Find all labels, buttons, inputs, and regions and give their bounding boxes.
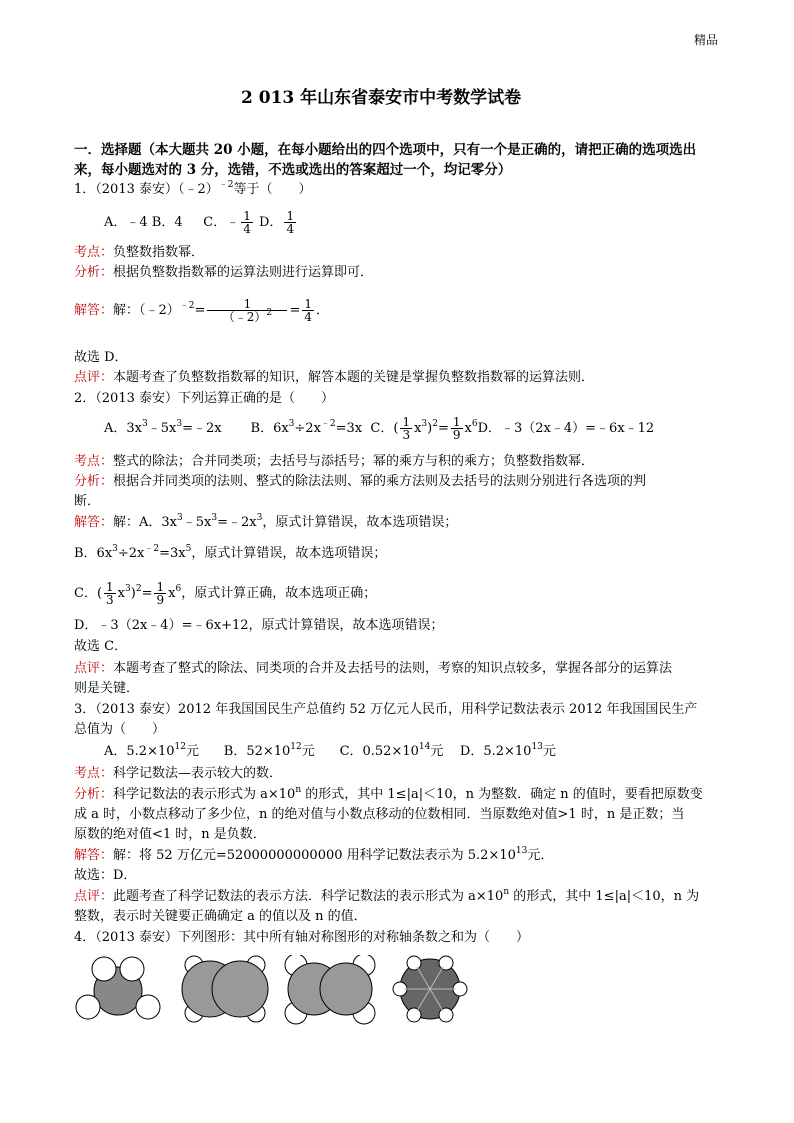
q4-figures bbox=[74, 955, 494, 1025]
q2-jieda-b: B．$6x^3\div 2x^{﹣2}=3x^5$，原式计算错误，故本选项错误； bbox=[74, 544, 387, 561]
q2-stem: 2．（2013 泰安）下列运算正确的是（ ） bbox=[74, 391, 334, 406]
q3-options: A．$5.2\times 10^{12}$元 B．$52\times 10^{12}$元 C．$0.52\times 10^{14}$元 D．$5.2\times 10^{13}$元 bbox=[104, 742, 556, 759]
q3-stem-line1: 3．（2013 泰安）2012 年我国国民生产总值约 52 万亿元人民币，用科学记数法表示 2012 年我国国民生产 bbox=[74, 702, 698, 717]
q2-jieda-d: D．﹣3（2x﹣4）=﹣6x+12，原式计算错误，故本选项错误； bbox=[74, 618, 444, 633]
q3-fenxi-line1: 分析：科学记数法的表示形式为 $a\times 10^n$ 的形式，其中 1≤|a|＜10，n 为整数．确定 n 的值时，要看把原数变 bbox=[74, 785, 703, 802]
q3-fenxi-line2: 成 a 时，小数点移动了多少位，n 的绝对值与小数点移动的位数相同．当原数绝对值>1 时，n 是正数；当 bbox=[74, 807, 685, 822]
q3-fenxi-line3: 原数的绝对值<1 时，n 是负数． bbox=[74, 827, 266, 842]
figure-1 bbox=[76, 957, 160, 1019]
q1-guxuan: 故选 D． bbox=[74, 350, 128, 365]
q3-dianping-line2: 整数，表示时关键要正确确定 a 的值以及 n 的值． bbox=[74, 909, 367, 924]
q3-kaodian: 考点：科学记数法—表示较大的数． bbox=[74, 766, 283, 781]
q1-options: A．﹣4 B．4 C．﹣ $\frac{1}{4}$ D． $\frac{1}{4}$ bbox=[104, 209, 295, 236]
q2-guxuan: 故选 C． bbox=[74, 639, 128, 654]
page-title: 2 013 年山东省泰安市中考数学试卷 bbox=[241, 88, 522, 108]
q3-dianping-line1: 点评：此题考查了科学记数法的表示方法．科学记数法的表示形式为 $a\times 10^n$ 的形式，其中 1≤|a|＜10，n 为 bbox=[74, 887, 700, 904]
q2-dianping-line1: 点评：本题考查了整式的除法、同类项的合并及去括号的法则，考察的知识点较多，掌握各部分的运算法 bbox=[74, 661, 673, 676]
figure-4 bbox=[393, 956, 467, 1022]
q4-stem: 4．（2013 泰安）下列图形：其中所有轴对称图形的对称轴条数之和为（ ） bbox=[74, 930, 529, 945]
q1-jieda: 解答：解：（﹣2）$^{﹣2}$= $\frac{1}{(﹣2)^2}$ = $\frac{1}{4}$ ． bbox=[74, 297, 329, 324]
section-heading-line1: 一．选择题（本大题共 20 小题，在每小题给出的四个选项中，只有一个是正确的，请把正确的选项选出 bbox=[74, 142, 697, 158]
figure-2 bbox=[182, 956, 268, 1022]
q1-fenxi: 分析：根据负整数指数幂的运算法则进行运算即可． bbox=[74, 265, 374, 280]
q1-fraction-c: $\frac{1}{4}$ bbox=[243, 209, 251, 236]
q1-kaodian: 考点：负整数指数幂． bbox=[74, 245, 205, 260]
q2-kaodian: 考点：整式的除法；合并同类项；去括号与添括号；幂的乘方与积的乘方；负整数指数幂． bbox=[74, 454, 595, 469]
q1-dianping: 点评：本题考查了负整数指数幂的知识，解答本题的关键是掌握负整数指数幂的运算法则． bbox=[74, 370, 595, 385]
header-mark: 精品 bbox=[694, 33, 719, 47]
q2-options: A．$3x^3﹣5x^3=﹣2x$ B．$6x^3\div 2x^{﹣2}=3x$ C．( $\frac{1}{3}$ $x^3)^2=$ $\frac{1}{9}$ $x^6D$．﹣3（2x﹣4）=﹣6x﹣12 bbox=[104, 415, 655, 442]
q2-jieda-c: C．( $\frac{1}{3}$ $x^3)^2=$ $\frac{1}{9}$ $x^6$，原式计算正确，故本选项正确； bbox=[74, 580, 377, 607]
q3-guxuan: 故选：D． bbox=[74, 868, 137, 883]
q1-fraction-d: $\frac{1}{4}$ bbox=[286, 209, 295, 236]
q2-fenxi-line1: 分析：根据合并同类项的法则、整式的除法法则、幂的乘方法则及去括号的法则分别进行各选项的判 bbox=[74, 474, 647, 489]
q1-stem: 1．（2013 泰安）（﹣2）$^{﹣2}$等于（ ） bbox=[74, 180, 312, 197]
q2-jieda-a: 解答：解：A．$3x^3﹣5x^3=﹣2x^3$，原式计算错误，故本选项错误； bbox=[74, 513, 458, 530]
figure-3 bbox=[285, 955, 375, 1024]
q3-stem-line2: 总值为（ ） bbox=[74, 722, 166, 737]
q2-fenxi-line2: 断． bbox=[74, 494, 101, 509]
section-heading-line2: 来，每小题选对的 3 分，选错，不选或选出的答案超过一个，均记零分） bbox=[74, 162, 512, 178]
q2-dianping-line2: 则是关键． bbox=[74, 681, 140, 696]
q3-jieda: 解答：解：将 52 万亿元=52000000000000 用科学记数法表示为 $5.2\times 10^{13}$元． bbox=[74, 846, 554, 863]
